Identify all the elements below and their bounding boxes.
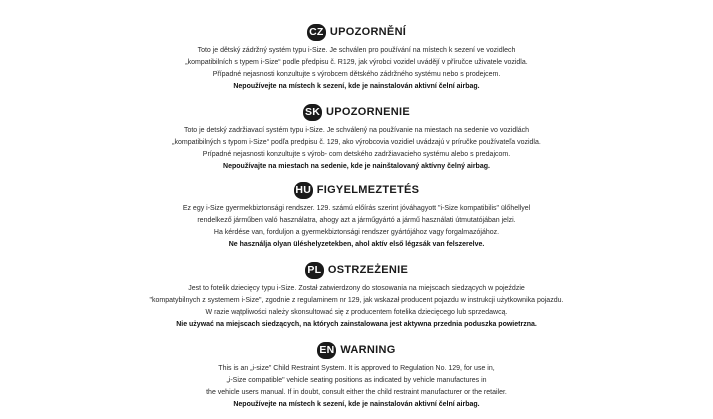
body-line: the vehicle users manual. If in doubt, consult either the child restraint manufacturer or the retailer. — [206, 389, 507, 396]
section-title: UPOZORNĚNÍ — [329, 26, 407, 38]
section-heading — [0, 340, 713, 360]
body-line: „kompatibilních s typem i-Size“ podle předpisu č. R129, jak výrobci vozidel uvádějí v příručce uživatele vozidla. — [185, 59, 528, 66]
airbag-warning: Nepoužívajte na miestach na sedenie, kde je nainštalovaný aktívny čelný airbag. — [223, 163, 490, 170]
section-heading — [0, 22, 713, 42]
airbag-warning: Nie używać na miejscach siedzących, na których zainstalowana jest aktywna przednia poduszka powietrzna. — [176, 321, 537, 328]
language-badge: CZ — [307, 24, 326, 41]
body-line: Prípadné nejasnosti konzultujte s výrob- com detského zadržiavacieho systému alebo s predajcom. — [202, 151, 511, 158]
section-heading — [0, 180, 713, 200]
section-hu — [0, 180, 713, 251]
body-line: Ez egy i-Size gyermekbiztonsági rendszer. 129. számú előírás szerint jóváhagyott "i-Size kompatibilis" ülőhellyel — [182, 205, 531, 212]
body-line: "kompatybilnych z systemem i-Size", zgodnie z regulaminem nr 129, jak wskazał producent pojazdu w instrukcji użytkownika pojazdu. — [149, 297, 564, 304]
section-sk — [0, 102, 713, 173]
body-line: Ha kérdése van, forduljon a gyermekbiztonsági rendszer gyártójához vagy forgalmazójához. — [213, 229, 500, 236]
body-line: Toto je detský zadržiavací systém typu i-Size. Je schválený na používanie na miestach na sedenie vo vozidlách — [183, 127, 530, 134]
section-pl — [0, 260, 713, 331]
body-line: Toto je dětský zádržný systém typu i-Size. Je schválen pro používání na místech k sezení ve vozidlech — [197, 47, 516, 54]
airbag-warning: Nepoužívejte na místech k sezení, kde je nainstalován aktivní čelní airbag. — [233, 401, 480, 408]
section-title: OSTRZEŻENIE — [327, 264, 409, 276]
section-en — [0, 340, 713, 411]
airbag-warning: Nepoužívejte na místech k sezení, kde je nainstalován aktivní čelní airbag. — [233, 83, 480, 90]
section-cz — [0, 22, 713, 93]
body-line: This is an „i-size" Child Restraint System. It is approved to Regulation No. 129, for use in, — [218, 365, 495, 372]
language-badge: EN — [317, 342, 336, 359]
section-heading — [0, 102, 713, 122]
language-badge: PL — [305, 262, 324, 279]
body-line: W razie wątpliwości należy skonsultować się z producentem fotelika dziecięcego lub sprzedawcą. — [205, 309, 508, 316]
body-line: „i-Size compatible" vehicle seating positions as indicated by vehicle manufactures in — [226, 377, 487, 384]
airbag-warning: Ne használja olyan üléshelyzetekben, ahol aktív első légzsák van felszerelve. — [228, 241, 485, 248]
body-line: Případné nejasnosti konzultujte s výrobcem dětského zádržného systému nebo s prodejcem. — [212, 71, 501, 78]
body-line: Jest to fotelik dziecięcy typu i-Size. Został zatwierdzony do stosowania na miejscach siedzących w pojeździe — [188, 285, 525, 292]
section-heading — [0, 260, 713, 280]
section-title: FIGYELMEZTETÉS — [316, 184, 420, 196]
body-line: „kompatibilných s typom i-Size“ podľa predpisu č. 129, ako výrobcovia vozidiel uvádzajú v príručke používateľa vozidla. — [172, 139, 541, 146]
section-title: WARNING — [340, 344, 396, 356]
section-title: UPOZORNENIE — [326, 106, 410, 118]
body-line: rendelkező járműben való használatra, ahogy azt a járműgyártó a jármű használati útmutatójában jelzi. — [197, 217, 516, 224]
language-badge: HU — [294, 182, 313, 199]
language-badge: SK — [303, 104, 322, 121]
